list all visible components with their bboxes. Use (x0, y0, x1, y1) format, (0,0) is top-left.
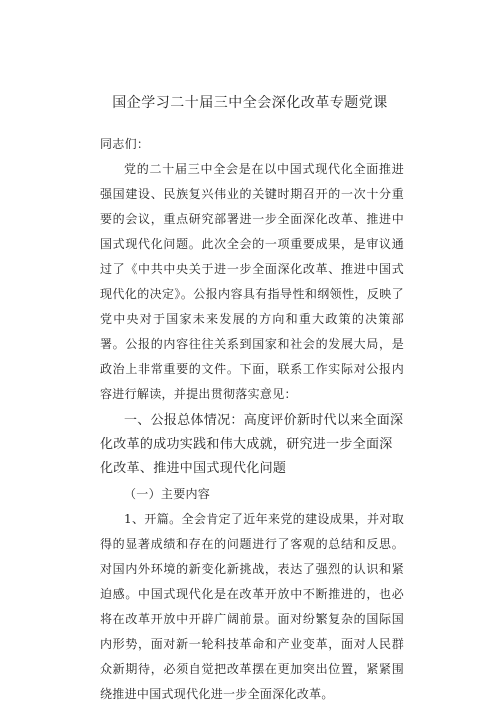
item-paragraph-1: 1、开篇。全会肯定了近年来党的建设成果，并对取得的显著成绩和存在的问题进行了客观的总结和反思。对国内外环境的新变化新挑战，表达了强烈的认识和紧迫感。中国式现代化是在改革开放中不断推进的，也必将在改革开放中开辟广阔前景。面对纷繁复杂的国际国内形势，面对新一轮科技革命和产业变革，面对人民群众新期待，必须自觉把改革摆在更加突出位置，紧紧围绕推进中国式现代化进一步全面深化改革。 (100, 512, 404, 701)
salutation: 同志们： (100, 137, 150, 151)
intro-paragraph: 党的二十届三中全会是在以中国式现代化全面推进强国建设、民族复兴伟业的关键时期召开的一次十分重要的会议，重点研究部署进一步全面深化改革、推进中国式现代化问题。此次全会的一项重要成果，是审议通过了《中共中央关于进一步全面深化改革、推进中国式现代化的决定》。公报内容具有指导性和纲领性，反映了党中央对于国家未来发展的方向和重大政策的决策部署。公报的内容往往关系到国家和社会的发展大局，是政治上非常重要的文件。下面，联系工作实际对公报内容进行解读，并提出贯彻落实意见： (100, 162, 404, 401)
document-body (100, 132, 404, 707)
subsection-heading-1: （一）主要内容 (124, 487, 211, 501)
document-title: 国企学习二十届三中全会深化改革专题党课 (112, 95, 388, 111)
section-heading-1: 一、公报总体情况：高度评价新时代以来全面深化改革的成功实践和伟大成就，研究进一步全面深化改革、推进中国式现代化问题 (100, 413, 404, 476)
